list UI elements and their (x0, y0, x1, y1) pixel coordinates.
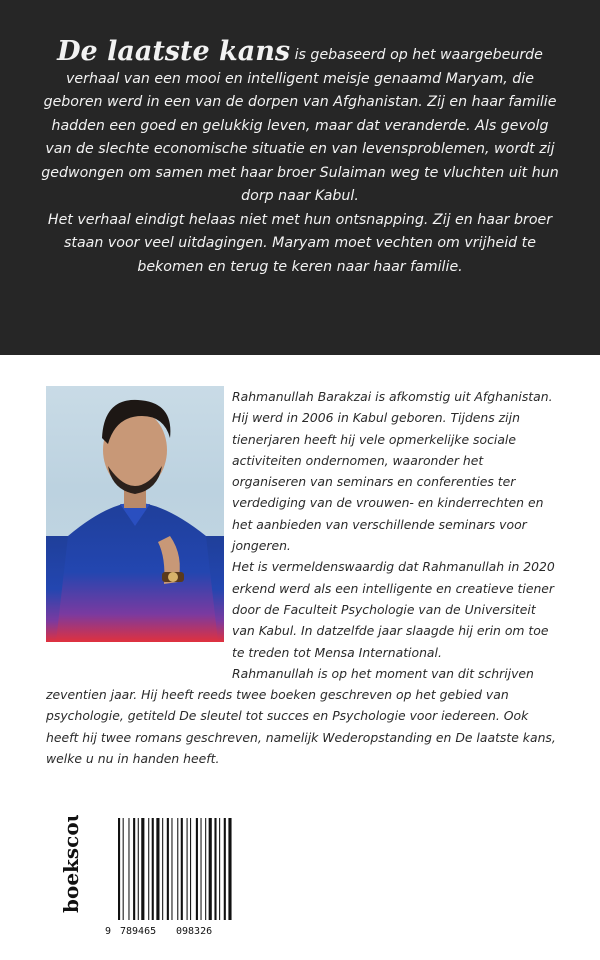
book-title: De laatste kans (57, 36, 291, 67)
barcode-bar (219, 818, 220, 920)
publisher-logo (54, 815, 88, 915)
barcode-bar (156, 818, 159, 920)
bio-paragraph-3: Rahmanullah is op het moment van dit schrijven zeventien jaar. Hij heeft reeds twee boeken geschreven op het gebied van psychologie, getiteld De sleutel tot succes en Psychologie voor iedereen. Ook heeft hij twee romans geschreven, namelijk Wederopstanding en De laatste kans, welke u nu in handen heeft. (46, 665, 556, 767)
barcode-bar (167, 818, 169, 920)
barcode-bar (205, 818, 206, 920)
barcode-bar (177, 818, 178, 920)
barcode-bar (214, 818, 216, 920)
barcode-digit-2: 789465 (120, 926, 157, 937)
barcode-bar (201, 818, 202, 920)
blurb-text (40, 36, 560, 279)
barcode-bar (128, 818, 129, 920)
svg-text:boekscout: boekscout (59, 815, 83, 913)
barcode-bar (123, 818, 124, 920)
blurb-paragraph-2: Het verhaal eindigt helaas niet met hun ontsnapping. Zij en haar broer staan voor veel uitdagingen. Maryam moet vechten om vrijheid te bekomen en terug te keren naar haar familie. (47, 211, 553, 275)
author-bio (46, 386, 556, 769)
photo-spacer (46, 386, 232, 664)
barcode-bar (224, 818, 226, 920)
bio-paragraph-1: Rahmanullah Barakzai is afkomstig uit Afghanistan. Hij werd in 2006 in Kabul geboren. Tijdens zijn tienerjaren heeft hij vele opmerkelijke sociale activiteiten ondernomen, waaronder het organiseren van seminars en conferenties ter verdediging van de vrouwen- en kinderrechten en het aanbieden van verschillende seminars voor jongeren. (232, 389, 553, 554)
barcode-bar (162, 818, 163, 920)
bio-paragraph-2: Het is vermeldenswaardig dat Rahmanullah in 2020 erkend werd als een intelligente en creatieve tiener door de Faculteit Psychologie van de Universiteit van Kabul. In datzelfde jaar slaagde hij erin om toe te treden tot Mensa International. (232, 559, 555, 660)
blurb-paragraph-1: is gebaseerd op het waargebeurde verhaal van een mooi en intelligent meisje genaamd Maryam, die geboren werd in een van de dorpen van Afghanistan. Zij en haar familie hadden een goed en gelukkig leven, maar dat veranderde. Als gevolg van de slechte economische situatie en van levensproblemen, wordt zij gedwongen om samen met haar broer Sulaiman weg te vluchten uit hun dorp naar Kabul. (41, 47, 559, 204)
barcode-bar (228, 818, 231, 920)
barcode-bar (133, 818, 135, 920)
barcode-bar (152, 818, 154, 920)
barcode-bar (181, 818, 183, 920)
isbn-barcode (104, 814, 234, 938)
barcode-digit-3: 098326 (176, 926, 213, 937)
barcode-bar (196, 818, 198, 920)
barcode-bar (209, 818, 212, 920)
barcode-bar (187, 818, 188, 920)
barcode-digit-1: 9 (105, 926, 112, 937)
barcode-bar (118, 818, 120, 920)
barcode-bar (148, 818, 149, 920)
barcode-bar (190, 818, 191, 920)
barcode-bar (138, 818, 139, 920)
barcode-bar (171, 818, 172, 920)
barcode-bar (141, 818, 144, 920)
